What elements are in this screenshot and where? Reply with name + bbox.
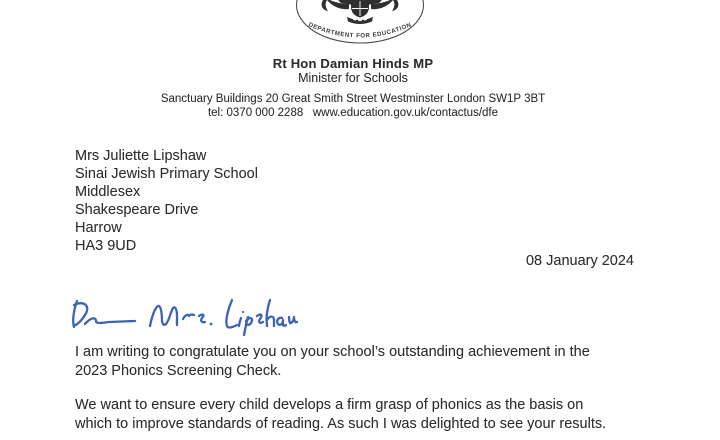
paragraph-line: I am writing to congratulate you on your school’s outstanding achievement in the xyxy=(75,344,590,360)
recipient-county: Middlesex xyxy=(75,184,141,200)
recipient-street: Shakespeare Drive xyxy=(75,202,199,218)
dfe-crest-icon xyxy=(292,0,428,45)
paragraph-line: which to improve standards of reading. As such I was delighted to see your results. xyxy=(75,415,607,432)
office-address: Sanctuary Buildings 20 Great Smith Street Westminster London SW1P 3BT xyxy=(160,93,546,105)
sender-title: Minister for Schools xyxy=(298,71,408,85)
recipient-address xyxy=(75,147,258,255)
svg-text:DEPARTMENT FOR EDUCATION xyxy=(307,21,412,39)
royal-arms-silhouette xyxy=(322,0,399,24)
paragraph-line: 2023 Phonics Screening Check. xyxy=(75,362,282,379)
paragraph-line: We want to ensure every child develops a firm grasp of phonics as the basis on xyxy=(75,397,584,413)
sender-name: Rt Hon Damian Hinds MP xyxy=(272,56,434,71)
crest-label: DEPARTMENT FOR EDUCATION xyxy=(307,21,413,40)
body-paragraph-1 xyxy=(75,343,590,380)
body-paragraph-2 xyxy=(75,396,606,433)
letter-date: 08 January 2024 xyxy=(525,253,634,269)
handwritten-salutation xyxy=(66,296,298,338)
recipient-town: Harrow xyxy=(75,220,122,236)
contact-line: tel: 0370 000 2288 www.education.gov.uk/contactus/dfe xyxy=(207,107,499,119)
recipient-postcode: HA3 9UD xyxy=(75,238,137,254)
recipient-name: Mrs Juliette Lipshaw xyxy=(75,148,207,164)
recipient-school: Sinai Jewish Primary School xyxy=(75,166,258,182)
